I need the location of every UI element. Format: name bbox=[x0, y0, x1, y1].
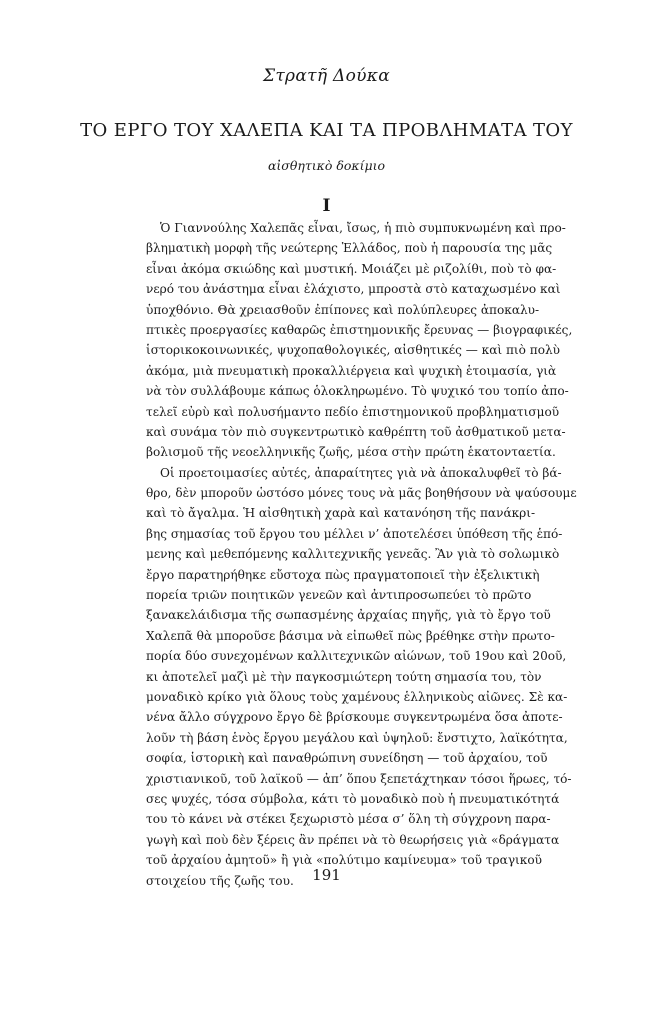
text-line: ξανακελάιδισμα τῆς σωπασμένης ἀρχαίας πηγῆς, γιὰ τὸ ἔργο τοῦ bbox=[146, 608, 551, 623]
author-name: Στρατῆ Δούκα bbox=[263, 66, 390, 86]
text-line: Ὁ Γιαννούλης Χαλεπᾶς εἶναι, ἴσως, ἡ πιὸ συμπυκνωμένη καὶ προ- bbox=[160, 221, 566, 235]
text-line: καὶ τὸ ἄγαλμα. Ἡ αἰσθητικὴ χαρὰ καὶ κατανόηση τῆς πανάκρι- bbox=[146, 506, 536, 521]
text-line: ἀκόμα, μιὰ πνευματικὴ προκαλλιέργεια καὶ ψυχικὴ ἑτοιμασία, γιὰ bbox=[146, 363, 557, 378]
paragraph-1 bbox=[146, 218, 573, 463]
text-line: ἔργο παρατηρήθηκε εὔστοχα πὼς πραγματοποιεῖ τὴν ἐξελικτικὴ bbox=[146, 567, 540, 582]
text-line: πορεία τριῶν ποιητικῶν γενεῶν καὶ ἀντιπροσωπεύει τὸ πρῶτο bbox=[146, 588, 532, 603]
body-text bbox=[146, 218, 577, 891]
text-line: θρο, δὲν μποροῦν ὡστόσο μόνες τους νὰ μᾶς βοηθήσουν νὰ ψαύσουμε bbox=[146, 486, 577, 501]
text-line: εἶναι ἀκόμα σκιώδης καὶ μυστική. Μοιάζει μὲ ριζολίθι, ποὺ τὸ φα- bbox=[146, 261, 557, 276]
text-line: καὶ συνάμα τὸν πιὸ συγκεντρωτικὸ καθρέπτη τοῦ ἀσθματικοῦ μετα- bbox=[146, 424, 566, 439]
text-line: κι ἀποτελεῖ μαζὶ μὲ τὴν παγκοσμιώτερη τούτη σημασία του, τὸν bbox=[146, 669, 542, 684]
text-line: μοναδικὸ κρίκο γιὰ ὅλους τοὺς χαμένους ἑλληνικοὺς αἰῶνες. Σὲ κα- bbox=[146, 689, 568, 704]
paragraph-2 bbox=[146, 463, 577, 891]
text-line: σες ψυχές, τόσα σύμβολα, κάτι τὸ μοναδικὸ ποὺ ἡ πνευματικότητά bbox=[146, 791, 560, 806]
text-line: του τὸ κάνει νὰ στέκει ξεχωριστὸ μέσα σ’ ὅλη τὴ σύγχρονη παρα- bbox=[146, 812, 551, 827]
text-line: λοῦν τὴ βάση ἑνὸς ἔργου μεγάλου καὶ ὑψηλοῦ: ἔνστιχτο, λαϊκότητα, bbox=[146, 730, 568, 745]
text-line: βολισμοῦ τῆς νεοελληνικῆς ζωῆς, μέσα στὴν πρώτη ἑκατονταετία. bbox=[146, 445, 556, 460]
text-line: μενης καὶ μεθεπόμενης καλλιτεχνικῆς γενεᾶς. Ἂν γιὰ τὸ σολωμικὸ bbox=[146, 547, 560, 562]
text-line: πτικὲς προεργασίες καθαρῶς ἐπιστημονικῆς ἔρευνας — βιογραφικές, bbox=[146, 322, 573, 337]
text-line: Οἱ προετοιμασίες αὐτές, ἀπαραίτητες γιὰ νὰ ἀποκαλυφθεῖ τὸ βά- bbox=[160, 465, 562, 480]
text-line: νὰ τὸν συλλάβουμε κάπως ὁλοκληρωμένο. Τὸ ψυχικό του τοπίο ἀπο- bbox=[146, 384, 569, 399]
text-line: πορία δύο συνεχομένων καλλιτεχνικῶν αἰώνων, τοῦ 19ου καὶ 20οῦ, bbox=[146, 649, 567, 664]
text-line: γωγὴ καὶ ποὺ δὲν ξέρεις ἂν πρέπει νὰ τὸ θεωρήσεις γιὰ «δράγματα bbox=[146, 832, 560, 847]
text-line: τοῦ ἀρχαίου ἀμητοῦ» ἢ γιὰ «πολύτιμο καμίνευμα» τοῦ τραγικοῦ bbox=[146, 853, 542, 868]
essay-title: ΤΟ ΕΡΓΟ ΤΟΥ ΧΑΛΕΠΑ ΚΑΙ ΤΑ ΠΡΟΒΛΗΜΑΤΑ ΤΟΥ bbox=[80, 120, 573, 141]
text-line: βης σημασίας τοῦ ἔργου του μέλλει ν’ ἀποτελέσει ὑπόθεση τῆς ἑπό- bbox=[146, 526, 563, 541]
essay-subtitle: αἰσθητικὸ δοκίμιο bbox=[267, 158, 386, 173]
text-line: χριστιανικοῦ, τοῦ λαϊκοῦ — ἀπ’ ὅπου ξεπετάχτηκαν τόσοι ἥρωες, τό- bbox=[146, 771, 572, 786]
text-line: στοιχείου τῆς ζωῆς του. bbox=[146, 873, 294, 888]
text-line: σοφία, ἱστορικὴ καὶ παναθρώπινη συνείδηση — τοῦ ἀρχαίου, τοῦ bbox=[146, 751, 548, 766]
section-number: I bbox=[322, 196, 331, 216]
text-line: νένα ἄλλο σύγχρονο ἔργο δὲ βρίσκουμε συγκεντρωμένα ὅσα ἀποτε- bbox=[146, 710, 563, 725]
page-number: 191 bbox=[312, 866, 341, 884]
text-line: ἱστορικοκοινωνικές, ψυχοπαθολογικές, αἰσθητικές — καὶ πιὸ πολὺ bbox=[146, 343, 561, 358]
text-line: ὑποχθόνιο. Θὰ χρειασθοῦν ἐπίπονες καὶ πολύπλευρες ἀποκαλυ- bbox=[146, 302, 540, 317]
text-line: τελεῖ εὐρὺ καὶ πολυσήμαντο πεδίο ἐπιστημονικοῦ προβληματισμοῦ bbox=[146, 404, 560, 419]
text-line: Χαλεπᾶ θὰ μποροῦσε βάσιμα νὰ εἰπωθεῖ πὼς βρέθηκε στὴν πρωτο- bbox=[146, 628, 555, 643]
text-line: νερό του ἀνάστημα εἶναι ἐλάχιστο, μπροστὰ στὸ καταχωσμένο καὶ bbox=[146, 282, 561, 297]
text-line: βληματικὴ μορφὴ τῆς νεώτερης Ἑλλάδος, ποὺ ἡ παρουσία της μᾶς bbox=[146, 241, 553, 256]
